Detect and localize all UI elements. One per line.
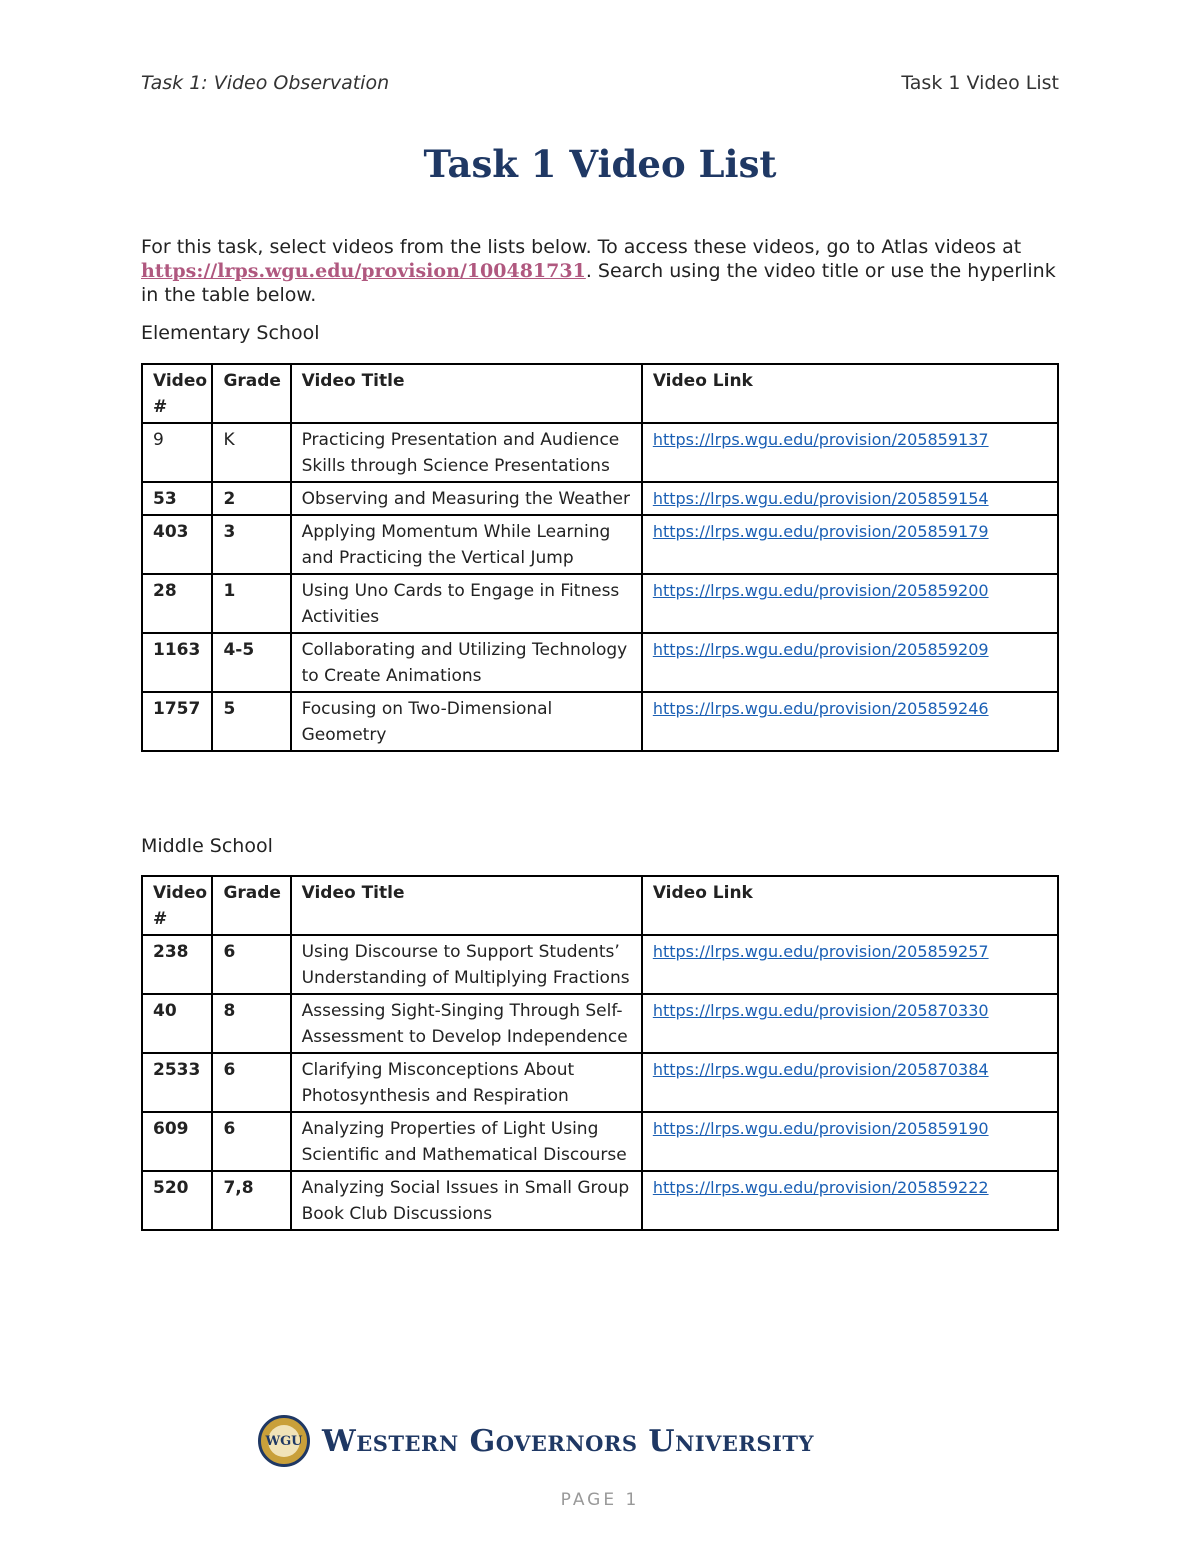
video-link[interactable]: https://lrps.wgu.edu/provision/205870384 <box>652 1060 989 1079</box>
video-link[interactable]: https://lrps.wgu.edu/provision/205859137 <box>652 430 989 449</box>
video-link[interactable]: https://lrps.wgu.edu/provision/205859190 <box>652 1119 989 1138</box>
video-title-cell: Focusing on Two-Dimensional Geometry <box>291 692 642 751</box>
video-link-cell <box>642 994 1058 1053</box>
video-link-cell <box>642 423 1058 482</box>
grade-cell: 1 <box>212 574 290 633</box>
col-video-title: Video Title <box>291 876 642 935</box>
grade-cell: 3 <box>212 515 290 574</box>
video-number-cell: 403 <box>142 515 212 574</box>
wgu-logo <box>258 1413 814 1469</box>
grade-cell: 8 <box>212 994 290 1053</box>
intro-paragraph <box>141 235 1071 307</box>
header-right: Task 1 Video List <box>901 72 1059 94</box>
elementary-table <box>141 363 1059 752</box>
video-number-cell: 2533 <box>142 1053 212 1112</box>
video-title-cell: Using Uno Cards to Engage in Fitness Activities <box>291 574 642 633</box>
table-row <box>142 1171 1058 1230</box>
video-title-cell: Analyzing Properties of Light Using Scientific and Mathematical Discourse <box>291 1112 642 1171</box>
video-number-cell: 53 <box>142 482 212 515</box>
video-link-cell <box>642 935 1058 994</box>
grade-cell: 6 <box>212 935 290 994</box>
video-number-cell: 9 <box>142 423 212 482</box>
video-link[interactable]: https://lrps.wgu.edu/provision/205859154 <box>652 489 989 508</box>
video-number-cell: 40 <box>142 994 212 1053</box>
atlas-link[interactable]: https://lrps.wgu.edu/provision/100481731 <box>141 260 586 282</box>
video-link[interactable]: https://lrps.wgu.edu/provision/205859246 <box>652 699 989 718</box>
logo-wordmark: Western Governors University <box>322 1423 814 1459</box>
col-video-link: Video Link <box>642 364 1058 423</box>
video-number-cell: 1757 <box>142 692 212 751</box>
video-number-cell: 238 <box>142 935 212 994</box>
video-link-cell <box>642 482 1058 515</box>
video-number-cell: 1163 <box>142 633 212 692</box>
elementary-label: Elementary School <box>141 322 320 344</box>
middle-table <box>141 875 1059 1231</box>
video-link-cell <box>642 515 1058 574</box>
middle-label: Middle School <box>141 835 273 857</box>
grade-cell: 4-5 <box>212 633 290 692</box>
video-link[interactable]: https://lrps.wgu.edu/provision/205859179 <box>652 522 989 541</box>
table-row <box>142 515 1058 574</box>
video-link[interactable]: https://lrps.wgu.edu/provision/205859209 <box>652 640 989 659</box>
col-video-number: Video # <box>142 364 212 423</box>
table-row <box>142 423 1058 482</box>
video-link[interactable]: https://lrps.wgu.edu/provision/205859257 <box>652 942 989 961</box>
video-link-cell <box>642 574 1058 633</box>
table-row <box>142 633 1058 692</box>
video-link[interactable]: https://lrps.wgu.edu/provision/205859200 <box>652 581 989 600</box>
table-row <box>142 1053 1058 1112</box>
table-row <box>142 692 1058 751</box>
video-link[interactable]: https://lrps.wgu.edu/provision/205859222 <box>652 1178 989 1197</box>
video-link-cell <box>642 692 1058 751</box>
video-title-cell: Using Discourse to Support Students’ Understanding of Multiplying Fractions <box>291 935 642 994</box>
grade-cell: 7,8 <box>212 1171 290 1230</box>
video-title-cell: Collaborating and Utilizing Technology to Create Animations <box>291 633 642 692</box>
video-link-cell <box>642 1112 1058 1171</box>
col-video-link: Video Link <box>642 876 1058 935</box>
video-number-cell: 28 <box>142 574 212 633</box>
col-grade: Grade <box>212 876 290 935</box>
table-row <box>142 482 1058 515</box>
header-left: Task 1: Video Observation <box>141 72 390 94</box>
video-title-cell: Assessing Sight-Singing Through Self-Assessment to Develop Independence <box>291 994 642 1053</box>
video-title-cell: Practicing Presentation and Audience Skills through Science Presentations <box>291 423 642 482</box>
seal-text: WGU <box>268 1425 300 1457</box>
intro-text-after: . Search using the video title or use the hyperlink in the table below. <box>141 260 1056 306</box>
grade-cell: K <box>212 423 290 482</box>
video-title-cell: Observing and Measuring the Weather <box>291 482 642 515</box>
col-grade: Grade <box>212 364 290 423</box>
video-link-cell <box>642 1171 1058 1230</box>
wgu-seal-icon <box>258 1415 310 1467</box>
video-title-cell: Applying Momentum While Learning and Practicing the Vertical Jump <box>291 515 642 574</box>
grade-cell: 6 <box>212 1053 290 1112</box>
table-row <box>142 935 1058 994</box>
video-title-cell: Analyzing Social Issues in Small Group Book Club Discussions <box>291 1171 642 1230</box>
col-video-title: Video Title <box>291 364 642 423</box>
video-link-cell <box>642 1053 1058 1112</box>
table-row <box>142 1112 1058 1171</box>
table-row <box>142 994 1058 1053</box>
page-title: Task 1 Video List <box>423 142 777 186</box>
video-title-cell: Clarifying Misconceptions About Photosynthesis and Respiration <box>291 1053 642 1112</box>
video-number-cell: 520 <box>142 1171 212 1230</box>
table-header-row <box>142 876 1058 935</box>
video-link[interactable]: https://lrps.wgu.edu/provision/205870330 <box>652 1001 989 1020</box>
table-row <box>142 574 1058 633</box>
table-header-row <box>142 364 1058 423</box>
video-link-cell <box>642 633 1058 692</box>
col-video-number: Video # <box>142 876 212 935</box>
intro-text-before: For this task, select videos from the lists below. To access these videos, go to Atlas videos at <box>141 236 1022 258</box>
grade-cell: 6 <box>212 1112 290 1171</box>
grade-cell: 2 <box>212 482 290 515</box>
page-number: PAGE 1 <box>560 1490 640 1510</box>
grade-cell: 5 <box>212 692 290 751</box>
video-number-cell: 609 <box>142 1112 212 1171</box>
